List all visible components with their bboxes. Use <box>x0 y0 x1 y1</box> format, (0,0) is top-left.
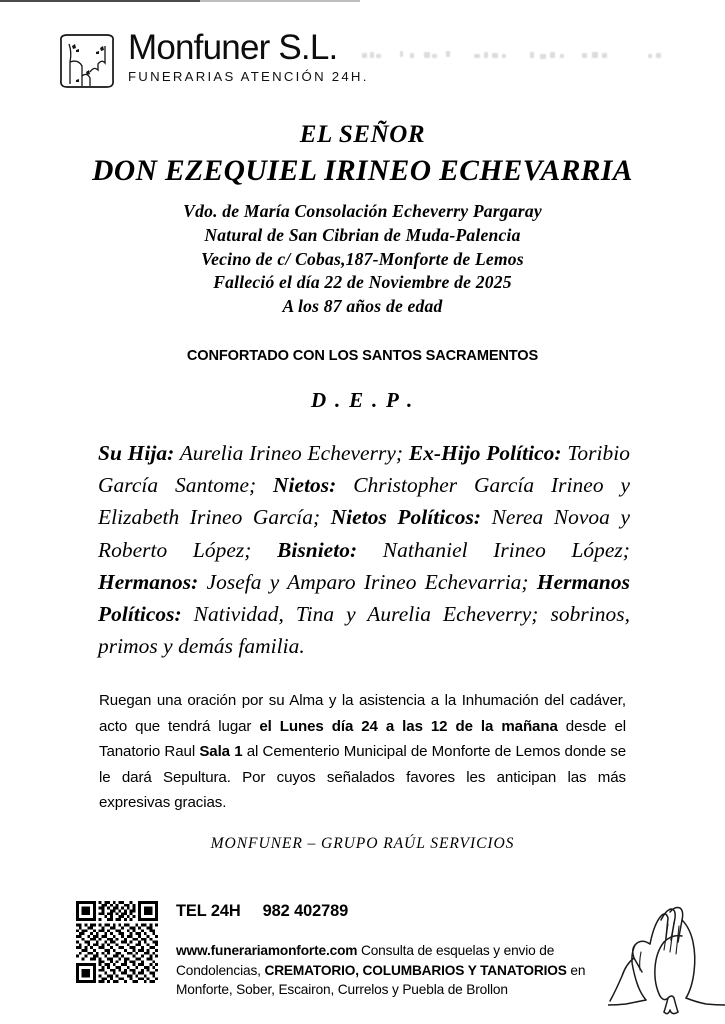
monfuner-square-logo-icon <box>56 32 118 90</box>
footer-services: CREMATORIO, COLUMBARIOS Y TANATORIOS <box>264 962 567 978</box>
family-member-names: Nathaniel Irineo López; <box>382 537 630 562</box>
scan-edge-artifact-light <box>200 0 360 2</box>
dep-line: D . E . P . <box>310 388 415 412</box>
notice-text-part2: desde el Tanatorio Raul <box>99 717 626 761</box>
family-relation-label: Nietos Políticos: <box>330 505 482 530</box>
family-member-names: Natividad, Tina y Aurelia Echeverry; <box>193 602 539 627</box>
family-member-names: Christopher García Irineo y Elizabeth Irineo García; <box>98 473 630 530</box>
family-relation-label: Nietos: <box>273 473 337 498</box>
family-member-names: Toribio García Santome; <box>98 441 630 498</box>
family-relation-label: Hermanos: <box>98 569 199 594</box>
company-wordmark: Monfuner S.L. <box>128 28 338 67</box>
title-honorific: EL SEÑOR <box>299 121 426 148</box>
tel-label: TEL 24H <box>176 902 241 920</box>
family-member-names: sobrinos, primos y demás familia. <box>98 602 630 659</box>
deceased-details <box>0 200 725 319</box>
sacraments-line: CONFORTADO CON LOS SANTOS SACRAMENTOS <box>186 348 539 364</box>
family-relation-label: Hermanos Políticos: <box>98 569 630 627</box>
telephone-line[interactable] <box>176 902 348 921</box>
company-header <box>56 30 369 90</box>
family-relation-label: Su Hija: <box>98 441 175 465</box>
tel-number[interactable]: 982 402789 <box>262 902 349 920</box>
notice-room: Sala 1 <box>199 743 243 761</box>
funeral-home-signature: MONFUNER – GRUPO RAÚL SERVICIOS <box>210 835 515 852</box>
family-member-names: Nerea Novoa y Roberto López; <box>98 505 630 562</box>
company-tagline: FUNERARIAS ATENCIÓN 24H. <box>128 69 369 84</box>
footer-line1-rest: Consulta de esquelas y envio de <box>357 943 555 958</box>
footer-locations: Monforte, Sober, Escairon, Currelos y Puebla de Brollon <box>176 982 508 998</box>
notice-text-part1: Ruegan una oración por su Alma y la asistencia a la Inhumación del cadáver, acto que tendrá lugar <box>99 692 626 735</box>
notice-text-part3: al Cementerio Municipal de Monforte de Lemos donde se le dará Sepultura. Por cuyos señalados favores les anticipan las más expresivas gracias. <box>99 743 626 812</box>
detail-age: A los 87 años de edad <box>282 296 443 317</box>
praying-hands-icon <box>608 898 725 1024</box>
qr-code-icon[interactable] <box>76 901 158 983</box>
detail-residence: Vecino de c/ Cobas,187-Monforte de Lemos <box>201 248 524 269</box>
family-member-names: Josefa y Amparo Irineo Echevarria; <box>206 569 529 594</box>
deceased-title-block <box>0 120 725 189</box>
notice-datetime: el Lunes día 24 a las 12 de la mañana <box>259 717 558 735</box>
family-list <box>98 437 630 662</box>
detail-death-date: Falleció el día 22 de Noviembre de 2025 <box>213 272 512 293</box>
scan-edge-artifact <box>0 0 200 2</box>
family-relation-label: Bisnieto: <box>277 537 358 562</box>
detail-birthplace: Natural de San Cibrian de Muda-Palencia <box>204 224 521 245</box>
scan-smudge-artifact <box>352 48 682 64</box>
detail-widower: Vdo. de María Consolación Echeverry Pargaray <box>183 201 542 221</box>
family-member-names: Aurelia Irineo Echeverry; <box>179 441 404 465</box>
footer-info <box>176 941 606 1000</box>
footer-line2-post: en <box>566 962 586 978</box>
family-relation-label: Ex-Hijo Político: <box>408 441 562 465</box>
footer-line2-pre: Condolencias, <box>176 962 265 978</box>
funeral-notice-paragraph <box>99 688 626 816</box>
deceased-name: DON EZEQUIEL IRINEO ECHEVARRIA <box>92 155 633 187</box>
website-link[interactable]: www.funerariamonforte.com <box>176 943 358 958</box>
